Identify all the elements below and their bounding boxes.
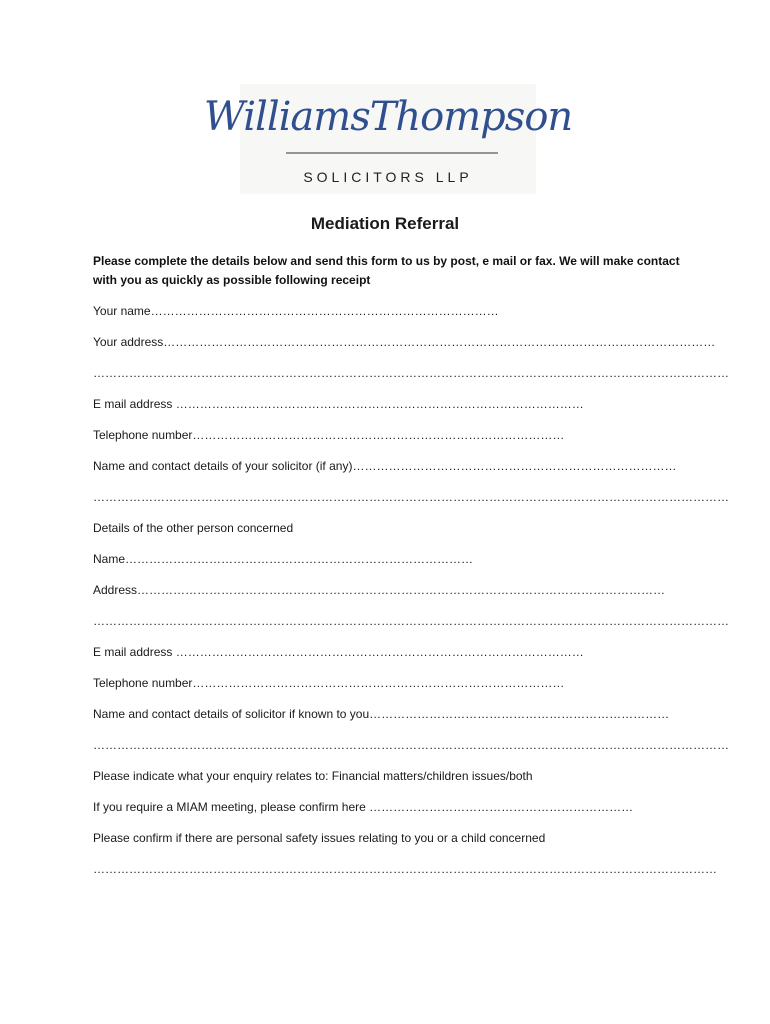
firm-logo bbox=[203, 84, 573, 194]
other-name-field: Name…………………………………………………………………………… bbox=[93, 552, 474, 566]
your-address-field: Your address………………………………………………………………………………………………………………………… bbox=[93, 335, 716, 349]
logo-subtitle: SOLICITORS LLP bbox=[303, 169, 473, 185]
your-email-field: E mail address ………………………………………………………………………………………… bbox=[93, 397, 584, 411]
other-address-field: Address…………………………………………………………………………………………………………………… bbox=[93, 583, 666, 597]
other-person-heading: Details of the other person concerned bbox=[93, 521, 294, 535]
safety-issues-question: Please confirm if there are personal safety issues relating to you or a child concerned bbox=[93, 831, 546, 845]
your-solicitor-field: Name and contact details of your solicitor (if any)……………………………………………………………………… bbox=[93, 459, 677, 473]
safety-issues-answer-line: ………………………………………………………………………………………………………………………………………… bbox=[93, 862, 717, 876]
other-solicitor-field: Name and contact details of solicitor if known to you………………………………………………………………… bbox=[93, 707, 670, 721]
other-telephone-field: Telephone number………………………………………………………………………………… bbox=[93, 676, 565, 690]
miam-meeting-field: If you require a MIAM meeting, please confirm here ………………………………………………………… bbox=[93, 800, 634, 814]
your-name-field: Your name…………………………………………………………………………… bbox=[93, 304, 499, 318]
your-solicitor-continuation: …………………………………………………………………………………………………………………………………………… bbox=[93, 490, 729, 504]
other-email-field: E mail address ………………………………………………………………………………………… bbox=[93, 645, 584, 659]
your-address-continuation: …………………………………………………………………………………………………………………………………………… bbox=[93, 366, 729, 380]
other-address-continuation: …………………………………………………………………………………………………………………………………………… bbox=[93, 614, 729, 628]
form-intro: Please complete the details below and send this form to us by post, e mail or fax. We will make contact with you as quickly as possible following receipt bbox=[93, 254, 680, 287]
your-telephone-field: Telephone number………………………………………………………………………………… bbox=[93, 428, 565, 442]
logo-graphic bbox=[203, 84, 573, 194]
other-solicitor-continuation: …………………………………………………………………………………………………………………………………………… bbox=[93, 738, 729, 752]
form-title: Mediation Referral bbox=[310, 214, 460, 233]
enquiry-type-field: Please indicate what your enquiry relates to: Financial matters/children issues/both bbox=[93, 769, 533, 783]
logo-script-name: WilliamsThompson bbox=[203, 94, 573, 140]
